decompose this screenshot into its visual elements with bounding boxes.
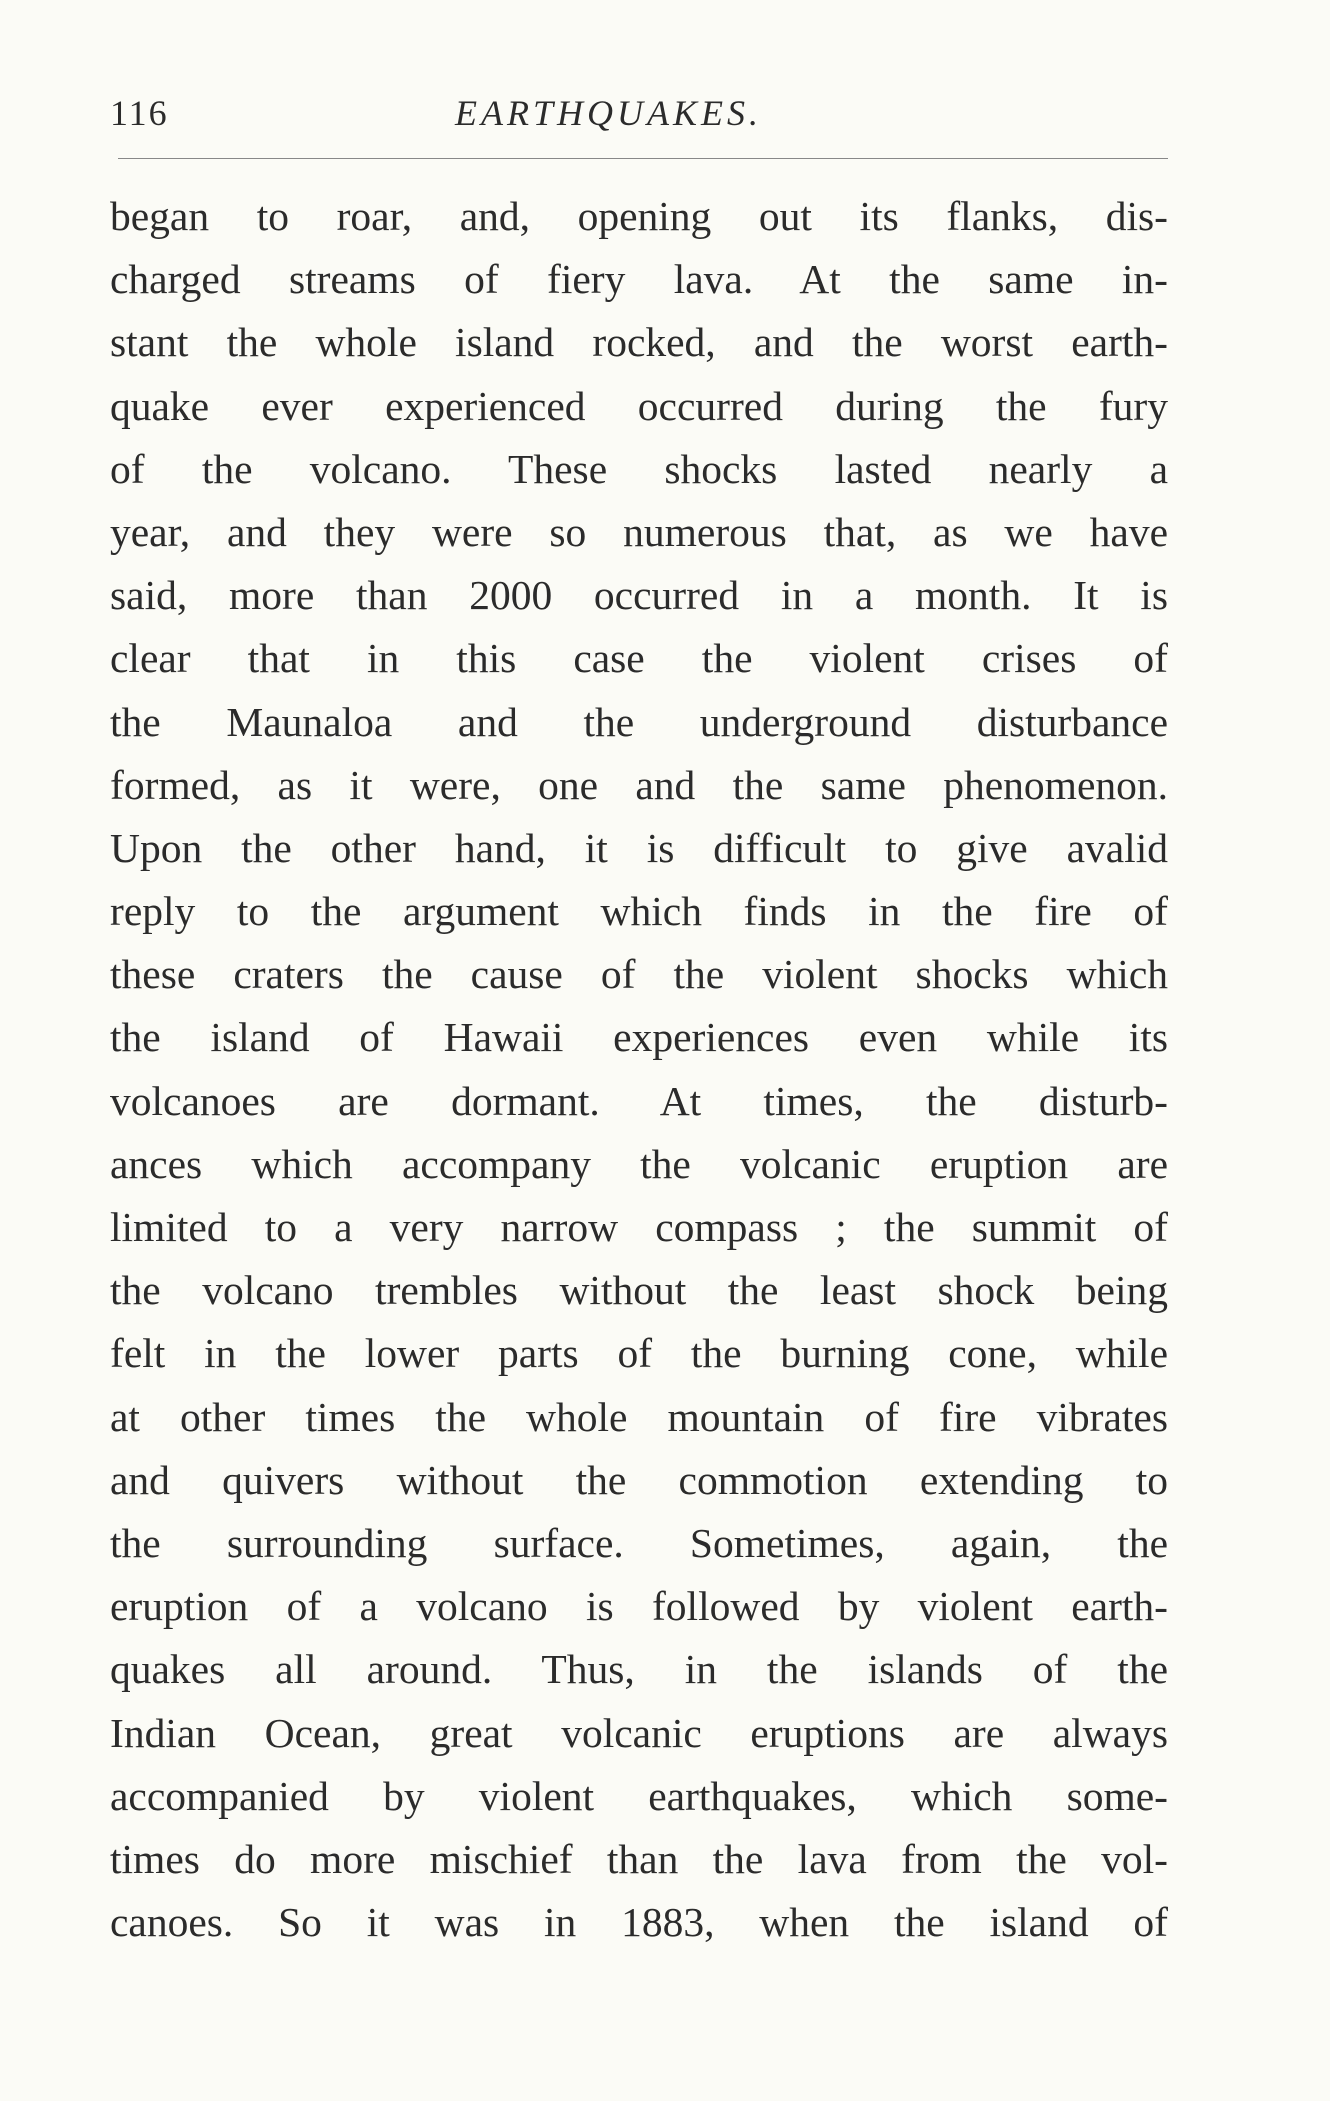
page-header <box>110 92 1170 142</box>
text-line: volcanoes are dormant. At times, the disturb- <box>110 1077 1168 1124</box>
body-text <box>110 185 1168 1954</box>
text-line: began to roar, and, opening out its flanks, dis- <box>110 193 1168 239</box>
text-line: Upon the other hand, it is difficult to give avalid <box>110 824 1168 871</box>
text-line: these craters the cause of the violent shocks which <box>110 951 1168 998</box>
text-line: the surrounding surface. Sometimes, again, the <box>110 1519 1168 1566</box>
text-line: at other times the whole mountain of fire vibrates <box>110 1393 1168 1440</box>
text-line: quakes all around. Thus, in the islands of the <box>110 1646 1168 1693</box>
text-line: quake ever experienced occurred during the fury <box>110 382 1168 429</box>
text-line: the volcano trembles without the least shock being <box>110 1267 1168 1314</box>
text-line: clear that in this case the violent crises of <box>110 635 1168 682</box>
page-number: 116 <box>110 93 169 133</box>
text-line: the Maunaloa and the underground disturbance <box>110 698 1168 745</box>
text-line: Indian Ocean, great volcanic eruptions are always <box>110 1709 1168 1756</box>
text-line: formed, as it were, one and the same phenomenon. <box>110 761 1168 808</box>
text-line: year, and they were so numerous that, as we have <box>110 508 1168 555</box>
text-line: reply to the argument which finds in the fire of <box>110 888 1168 935</box>
text-line: of the volcano. These shocks lasted nearly a <box>110 445 1168 492</box>
text-line: and quivers without the commotion extending to <box>110 1456 1168 1503</box>
text-line: times do more mischief than the lava from the vol- <box>110 1835 1168 1882</box>
text-line: limited to a very narrow compass ; the summit of <box>110 1204 1168 1250</box>
text-line: stant the whole island rocked, and the worst earth- <box>110 319 1168 366</box>
text-line: canoes. So it was in 1883, when the island of <box>110 1899 1168 1946</box>
text-line: felt in the lower parts of the burning cone, while <box>110 1330 1168 1377</box>
text-line: accompanied by violent earthquakes, which some- <box>110 1772 1168 1819</box>
header-rule <box>118 158 1168 159</box>
text-line: ances which accompany the volcanic eruption are <box>110 1140 1168 1187</box>
text-line: the island of Hawaii experiences even while its <box>110 1014 1168 1061</box>
text-line: charged streams of fiery lava. At the same in- <box>110 256 1168 303</box>
text-line: eruption of a volcano is followed by violent earth- <box>110 1583 1168 1630</box>
text-line: said, more than 2000 occurred in a month. It is <box>110 572 1168 619</box>
running-head: EARTHQUAKES. <box>455 93 762 133</box>
